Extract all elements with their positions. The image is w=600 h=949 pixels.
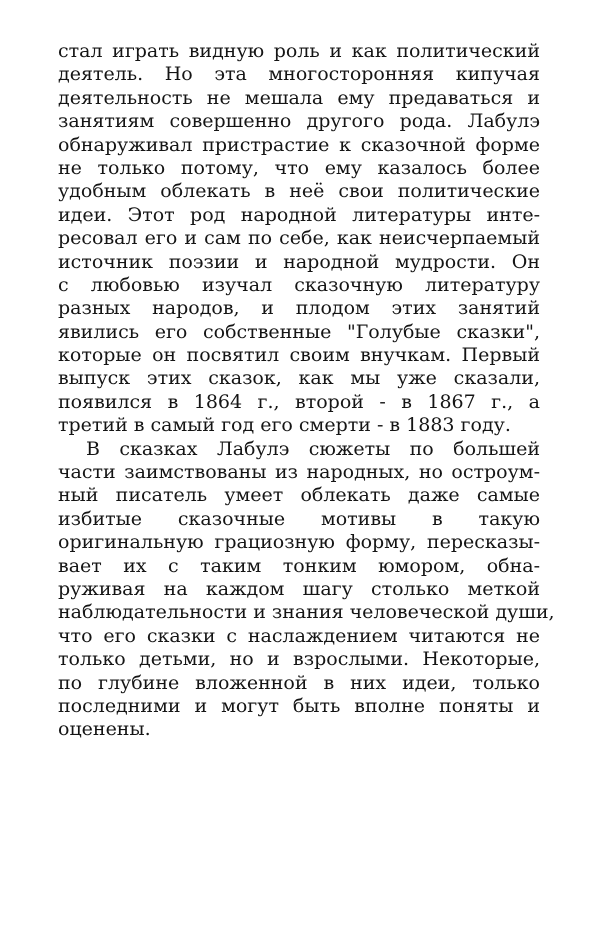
text-line: избитые сказочные мотивы в такую [58, 507, 540, 530]
text-line: появился в 1864 г., второй - в 1867 г., а [58, 390, 540, 413]
body-text [58, 40, 555, 742]
text-line: источник поэзии и народной мудрости. Он [58, 250, 540, 273]
text-line: по глубине вложенной в них идеи, только [58, 671, 540, 694]
text-line: явились его собственные "Голубые сказки", [58, 320, 540, 343]
paragraph-2 [58, 437, 555, 742]
text-line: деятель. Но эта многосторонняя кипучая [58, 63, 540, 86]
text-line: наблюдательности и знания человеческой души, [58, 601, 555, 624]
text-line: занятиям совершенно другого рода. Лабулэ [58, 110, 540, 133]
text-line: руживая на каждом шагу столько меткой [58, 577, 540, 600]
text-line: ресовал его и сам по себе, как неисчерпаемый [58, 227, 540, 250]
text-line: В сказках Лабулэ сюжеты по большей [86, 437, 540, 460]
text-line: что его сказки с наслаждением читаются не [58, 624, 540, 647]
text-line: деятельность не мешала ему предаваться и [58, 86, 540, 109]
text-line: обнаруживал пристрастие к сказочной форме [58, 133, 540, 156]
text-line: третий в самый год его смерти - в 1883 году. [58, 414, 511, 437]
text-line: последними и могут быть вполне поняты и [58, 694, 540, 717]
text-line: ный писатель умеет облекать даже самые [58, 484, 540, 507]
text-line: идеи. Этот род народной литературы инте- [58, 203, 540, 226]
text-line: оценены. [58, 718, 151, 741]
text-line: удобным облекать в неё свои политические [58, 180, 540, 203]
paragraph-1 [58, 40, 540, 438]
text-line: только детьми, но и взрослыми. Некоторые, [58, 648, 540, 671]
text-line: выпуск этих сказок, как мы уже сказали, [58, 367, 540, 390]
text-line: вает их с таким тонким юмором, обна- [58, 554, 540, 577]
text-line: разных народов, и плодом этих занятий [58, 297, 540, 320]
text-line: с любовью изучал сказочную литературу [58, 273, 540, 296]
text-line: части заимствованы из народных, но остроум- [58, 461, 540, 484]
text-line: не только потому, что ему казалось более [58, 156, 540, 179]
text-line: стал играть видную роль и как политический [58, 40, 540, 62]
text-line: которые он посвятил своим внучкам. Первый [58, 344, 540, 367]
text-line: оригинальную грациозную форму, пересказы- [58, 531, 540, 554]
